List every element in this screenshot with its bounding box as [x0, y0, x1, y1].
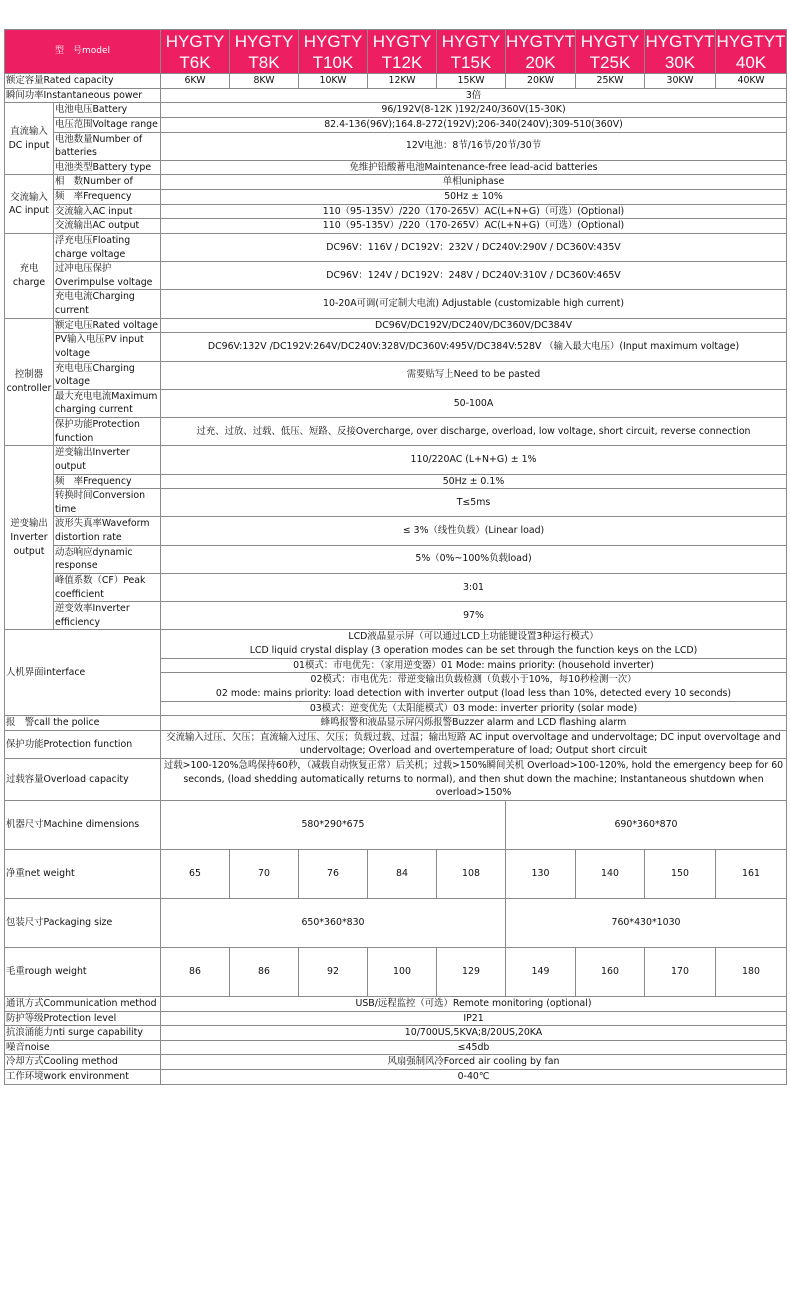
- row-label: 人机界面interface: [5, 630, 161, 716]
- row-value: DC96V/DC192V/DC240V/DC360V/DC384V: [161, 318, 787, 333]
- row-label: 电压范围Voltage range: [54, 117, 161, 132]
- row-value: 免维护铅酸蓄电池Maintenance-free lead-acid batteries: [161, 160, 787, 175]
- inv-conversion-row: [5, 489, 787, 517]
- row-value: 96/192V(8-12K )192/240/360V(15-30K): [161, 103, 787, 118]
- row-label: 抗浪涌能力nti surge capability: [5, 1026, 161, 1041]
- model-name: HYGTYT15K: [437, 30, 506, 74]
- row-value: 110（95-135V）/220（170-265V）AC(L+N+G)（可选）(Optional): [161, 204, 787, 219]
- inv-frequency-row: [5, 474, 787, 489]
- model-name: HYGTYT8K: [230, 30, 299, 74]
- row-label: 工作环境work environment: [5, 1070, 161, 1085]
- group-label-inverter: 逆变输出Inverter output: [5, 446, 54, 630]
- row-label: 保护功能Protection function: [54, 418, 161, 446]
- row-label: PV输入电压PV input voltage: [54, 333, 161, 361]
- model-name: HYGTYT10K: [299, 30, 368, 74]
- dimension-large: 690*360*870: [506, 800, 787, 849]
- row-label: 额定容量Rated capacity: [5, 74, 161, 89]
- inv-output-row: [5, 446, 787, 474]
- capacity-value: 15KW: [437, 74, 506, 89]
- row-value: 10/700US,5KVA;8/20US,20KA: [161, 1026, 787, 1041]
- row-label: 过载容量Overload capacity: [5, 759, 161, 801]
- dimensions-row: [5, 800, 787, 849]
- row-label: 动态响应dynamic response: [54, 545, 161, 573]
- weight-value: 76: [299, 849, 368, 898]
- row-label: 通讯方式Communication method: [5, 996, 161, 1011]
- interface-line: 02模式：市电优先：带逆变输出负载检测（负载小于10%，每10秒检测一次）: [310, 674, 637, 686]
- weight-value: 129: [437, 947, 506, 996]
- group-label-charge: 充电charge: [5, 233, 54, 318]
- row-value: 12V电池：8节/16节/20节/30节: [161, 132, 787, 160]
- capacity-value: 12KW: [368, 74, 437, 89]
- row-label: 浮充电压Floating charge voltage: [54, 233, 161, 261]
- row-label: 过冲电压保护Overimpulse voltage: [54, 262, 161, 290]
- row-label: 交流输出AC output: [54, 219, 161, 234]
- model-name: HYGTYT20K: [506, 31, 575, 72]
- row-value: 单相uniphase: [161, 175, 787, 190]
- weight-value: 130: [506, 849, 576, 898]
- row-value: 10-20A可调(可定制大电流) Adjustable (customizable high current): [161, 290, 787, 318]
- noise-row: [5, 1040, 787, 1055]
- row-value: USB/远程监控（可选）Remote monitoring (optional): [161, 996, 787, 1011]
- model-label: 型 号model: [5, 30, 161, 74]
- model-name: HYGTYT30K: [645, 31, 715, 72]
- dc-range-row: [5, 117, 787, 132]
- weight-value: 92: [299, 947, 368, 996]
- row-value: ≤45db: [161, 1040, 787, 1055]
- ctrl-protection-row: [5, 418, 787, 446]
- weight-value: 84: [368, 849, 437, 898]
- row-label: 逆变效率Inverter efficiency: [54, 602, 161, 630]
- ac-frequency-row: [5, 190, 787, 205]
- row-value: ≤ 3%（线性负载）(Linear load): [161, 517, 787, 545]
- row-value: 需要贴写上Need to be pasted: [161, 361, 787, 389]
- row-label: 机器尺寸Machine dimensions: [5, 800, 161, 849]
- weight-value: 70: [230, 849, 299, 898]
- cooling-row: [5, 1055, 787, 1070]
- row-label: 电池数量Number of batteries: [54, 132, 161, 160]
- row-label: 交流输入AC input: [54, 204, 161, 219]
- packaging-row: [5, 898, 787, 947]
- weight-value: 140: [576, 849, 645, 898]
- net-weight-row: [5, 849, 787, 898]
- inv-crest-row: [5, 573, 787, 601]
- row-value: 过充、过放、过载、低压、短路、反接Overcharge, over discharge, overload, low voltage, short circuit, reverse connection: [161, 418, 787, 446]
- capacity-value: 30KW: [645, 74, 716, 89]
- dc-battery-row: [5, 103, 787, 118]
- weight-value: 65: [161, 849, 230, 898]
- packaging-large: 760*430*1030: [506, 898, 787, 947]
- header-row: [5, 30, 787, 74]
- row-label: 噪音noise: [5, 1040, 161, 1055]
- weight-value: 161: [716, 849, 787, 898]
- weight-value: 160: [576, 947, 645, 996]
- gross-weight-row: [5, 947, 787, 996]
- row-label: 相 数Number of: [54, 175, 161, 190]
- row-value: 50Hz ± 10%: [161, 190, 787, 205]
- protection-row: [5, 730, 787, 758]
- alarm-row: [5, 716, 787, 731]
- instant-power-row: [5, 88, 787, 103]
- row-value: 交流输入过压、欠压；直流输入过压、欠压；负载过载、过温；输出短路 AC input overvoltage and undervoltage; DC input overvoltage and undervoltage; Overload and overtemperature of load; Output short circuit: [161, 730, 787, 758]
- row-label: 转换时间Conversion time: [54, 489, 161, 517]
- surge-row: [5, 1026, 787, 1041]
- dc-count-row: [5, 132, 787, 160]
- charge-overimpulse-row: [5, 262, 787, 290]
- interface-line: 03模式：逆变优先（太阳能模式）03 mode: inverter priority (solar mode): [161, 701, 787, 716]
- inv-dynamic-row: [5, 545, 787, 573]
- inv-efficiency-row: [5, 602, 787, 630]
- model-name: HYGTYT25K: [576, 30, 645, 74]
- weight-value: 86: [230, 947, 299, 996]
- capacity-value: 25KW: [576, 74, 645, 89]
- weight-value: 150: [645, 849, 716, 898]
- group-label-ac-input: 交流输入AC input: [5, 175, 54, 234]
- row-label: 电池类型Battery type: [54, 160, 161, 175]
- capacity-value: 20KW: [506, 74, 576, 89]
- ctrl-max-current-row: [5, 389, 787, 417]
- row-value: 110（95-135V）/220（170-265V）AC(L+N+G)（可选）(Optional): [161, 219, 787, 234]
- row-label: 频 率Frequency: [54, 190, 161, 205]
- row-value: DC96V：124V / DC192V：248V / DC240V:310V / DC360V:465V: [161, 262, 787, 290]
- row-label: 逆变输出Inverter output: [54, 446, 161, 474]
- row-value: 过载>100-120%急鸣保持60秒，（减载自动恢复正常）后关机；过载>150%瞬间关机 Overload>100-120%, hold the emergency beep for 60 seconds, (load shedding automatically returns to normal), and then shut down the machine; Instantaneous shutdown when overload>150%: [161, 759, 787, 801]
- row-label: 防护等级Protection level: [5, 1011, 161, 1026]
- weight-value: 180: [716, 947, 787, 996]
- weight-value: 108: [437, 849, 506, 898]
- row-value: IP21: [161, 1011, 787, 1026]
- model-name: HYGTYT12K: [368, 30, 437, 74]
- row-label: 峰值系数（CF）Peak coefficient: [54, 573, 161, 601]
- interface-row-1: [5, 630, 787, 658]
- row-value: 风扇强制风冷Forced air cooling by fan: [161, 1055, 787, 1070]
- charge-floating-row: [5, 233, 787, 261]
- model-name: HYGTYT6K: [161, 30, 230, 74]
- row-value: 82.4-136(96V);164.8-272(192V);206-340(240V);309-510(360V): [161, 117, 787, 132]
- row-value: 蜂鸣报警和液晶显示屏闪烁报警Buzzer alarm and LCD flashing alarm: [161, 716, 787, 731]
- capacity-value: 10KW: [299, 74, 368, 89]
- row-label: 包装尺寸Packaging size: [5, 898, 161, 947]
- ctrl-pv-row: [5, 333, 787, 361]
- weight-value: 100: [368, 947, 437, 996]
- row-value: 50-100A: [161, 389, 787, 417]
- group-label-controller: 控制器controller: [5, 318, 54, 446]
- dc-type-row: [5, 160, 787, 175]
- weight-value: 86: [161, 947, 230, 996]
- interface-line: 02 mode: mains priority: load detection with inverter output (load less than 10%, detected every 10 seconds): [215, 687, 732, 699]
- packaging-small: 650*360*830: [161, 898, 506, 947]
- weight-value: 170: [645, 947, 716, 996]
- row-label: 频 率Frequency: [54, 474, 161, 489]
- ctrl-charging-voltage-row: [5, 361, 787, 389]
- interface-lcd: [161, 630, 787, 658]
- inv-distortion-row: [5, 517, 787, 545]
- row-value: 97%: [161, 602, 787, 630]
- overload-row: [5, 759, 787, 801]
- ctrl-rated-row: [5, 318, 787, 333]
- row-label: 最大充电电流Maximum charging current: [54, 389, 161, 417]
- capacity-value: 40KW: [716, 74, 787, 89]
- row-label: 保护功能Protection function: [5, 730, 161, 758]
- spec-table: [4, 29, 787, 1085]
- row-label: 充电电压Charging voltage: [54, 361, 161, 389]
- protection-level-row: [5, 1011, 787, 1026]
- interface-mode-02: [161, 673, 787, 701]
- environment-row: [5, 1070, 787, 1085]
- capacity-value: 6KW: [161, 74, 230, 89]
- interface-line: LCD液晶显示屏（可以通过LCD上功能键设置3种运行模式）: [348, 631, 599, 643]
- communication-row: [5, 996, 787, 1011]
- row-label: 报 警call the police: [5, 716, 161, 731]
- model-name: HYGTYT40K: [716, 31, 786, 72]
- row-label: 冷却方式Cooling method: [5, 1055, 161, 1070]
- row-label: 电池电压Battery: [54, 103, 161, 118]
- ac-out-row: [5, 219, 787, 234]
- row-label: 充电电流Charging current: [54, 290, 161, 318]
- row-value: 3:01: [161, 573, 787, 601]
- row-value: 0-40℃: [161, 1070, 787, 1085]
- interface-line: LCD liquid crystal display (3 operation modes can be set through the function keys on the LCD): [249, 645, 698, 656]
- row-label: 毛重rough weight: [5, 947, 161, 996]
- row-label: 波形失真率Waveform distortion rate: [54, 517, 161, 545]
- interface-line: 01模式：市电优先：（家用逆变器）01 Mode: mains priority: (household inverter): [161, 658, 787, 673]
- row-value: DC96V：116V / DC192V：232V / DC240V:290V / DC360V:435V: [161, 233, 787, 261]
- row-value: 50Hz ± 0.1%: [161, 474, 787, 489]
- row-value: 3倍: [161, 88, 787, 103]
- row-label: 额定电压Rated voltage: [54, 318, 161, 333]
- row-value: 5%（0%~100%负载load): [161, 545, 787, 573]
- row-label: 瞬间功率Instantaneous power: [5, 88, 161, 103]
- row-label: 净重net weight: [5, 849, 161, 898]
- row-value: T≤5ms: [161, 489, 787, 517]
- row-value: DC96V:132V /DC192V:264V/DC240V:328V/DC360V:495V/DC384V:528V （输入最大电压）(Input maximum voltage): [161, 333, 787, 361]
- capacity-value: 8KW: [230, 74, 299, 89]
- charge-current-row: [5, 290, 787, 318]
- row-value: 110/220AC (L+N+G) ± 1%: [161, 446, 787, 474]
- dimension-small: 580*290*675: [161, 800, 506, 849]
- weight-value: 149: [506, 947, 576, 996]
- group-label-dc-input: 直流输入DC input: [5, 103, 54, 175]
- ac-phase-row: [5, 175, 787, 190]
- ac-in-row: [5, 204, 787, 219]
- rated-capacity-row: [5, 74, 787, 89]
